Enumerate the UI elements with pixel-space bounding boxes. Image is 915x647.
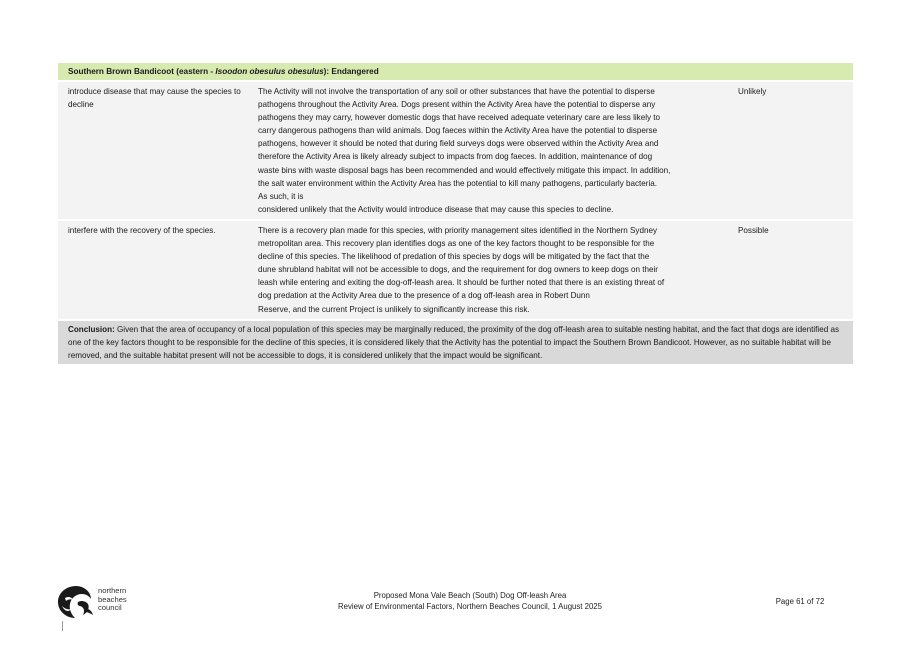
criterion-cell: interfere with the recovery of the species. <box>68 225 216 235</box>
table-row <box>58 82 853 219</box>
council-logo-wordmark: northern beaches council <box>98 586 127 613</box>
conclusion-text: Given that the area of occupancy of a local population of this species may be marginally reduced, the proximity of the dog off-leash area to suitable nesting habitat, and the fact that dogs are identified as one of the key factors thought to be responsible for the decline of this species, it is considered likely that the Activity has the potential to impact the Southern Brown Bandicoot. However, as no suitable habitat will be removed, and the suitable habitat present will not be accessible to dogs, it is considered unlikely that the impact would be significant. <box>68 324 839 360</box>
criterion-cell: introduce disease that may cause the species to decline <box>68 87 241 110</box>
species-scientific-name: Isoodon obesulus obesulus <box>215 67 324 76</box>
species-header: Southern Brown Bandicoot (eastern - Isoodon obesulus obesulus): Endangered <box>58 63 853 80</box>
assessment-cell: The Activity will not involve the transportation of any soil or other substances that have the potential to disperse pathogens throughout the Activity Area. Dogs present within the Activity Area have the potential to disperse any pathogens they may carry, however domestic dogs that have received adequate veterinary care are less likely to carry dangerous pathogens than wild animals. Dog faeces within the Activity Area have the potential to disperse pathogens, however it should be noted that during field surveys dogs were observed within the Activity Area and therefore the Activity Area is likely already subject to impacts from dog faeces. In addition, maintenance of dog waste bins with waste disposal bags has been recommended and would effectively mitigate this impact. In addition, the salt water environment within the Activity Area has the potential to kill many pathogens, particularly bacteria. As such, it is considered unlikely that the Activity would introduce disease that may cause this species to decline. <box>258 87 671 214</box>
conclusion-row <box>58 321 853 364</box>
page-number: Page 61 of 72 <box>775 597 825 606</box>
likelihood-cell: Unlikely <box>738 87 767 96</box>
conclusion-label: Conclusion: <box>68 324 115 334</box>
footer-document-title: Proposed Mona Vale Beach (South) Dog Off-leash Area Review of Environmental Factors, Northern Beaches Council, 1 August 2025 <box>338 591 602 611</box>
likelihood-cell: Possible <box>738 225 769 235</box>
table-row <box>58 221 853 319</box>
assessment-table <box>58 63 853 364</box>
assessment-cell: There is a recovery plan made for this species, with priority management sites identified in the Northern Sydney metropolitan area. This recovery plan identifies dogs as one of the key factors thought to be responsible for the decline of this species. The likelihood of predation of this species by dogs will be mitigated by the fact that the dune shrubland habitat will not be accessible to dogs, and the requirement for dog owners to keep dogs on their leash while entering and exiting the dog-off-leash area. It should be further noted that there is an existing threat of dog predation at the Activity Area due to the presence of a dog off-leash area in Robert Dunn Reserve, and the current Project is unlikely to significantly increase this risk. <box>258 225 665 314</box>
footer-divider <box>62 621 63 631</box>
